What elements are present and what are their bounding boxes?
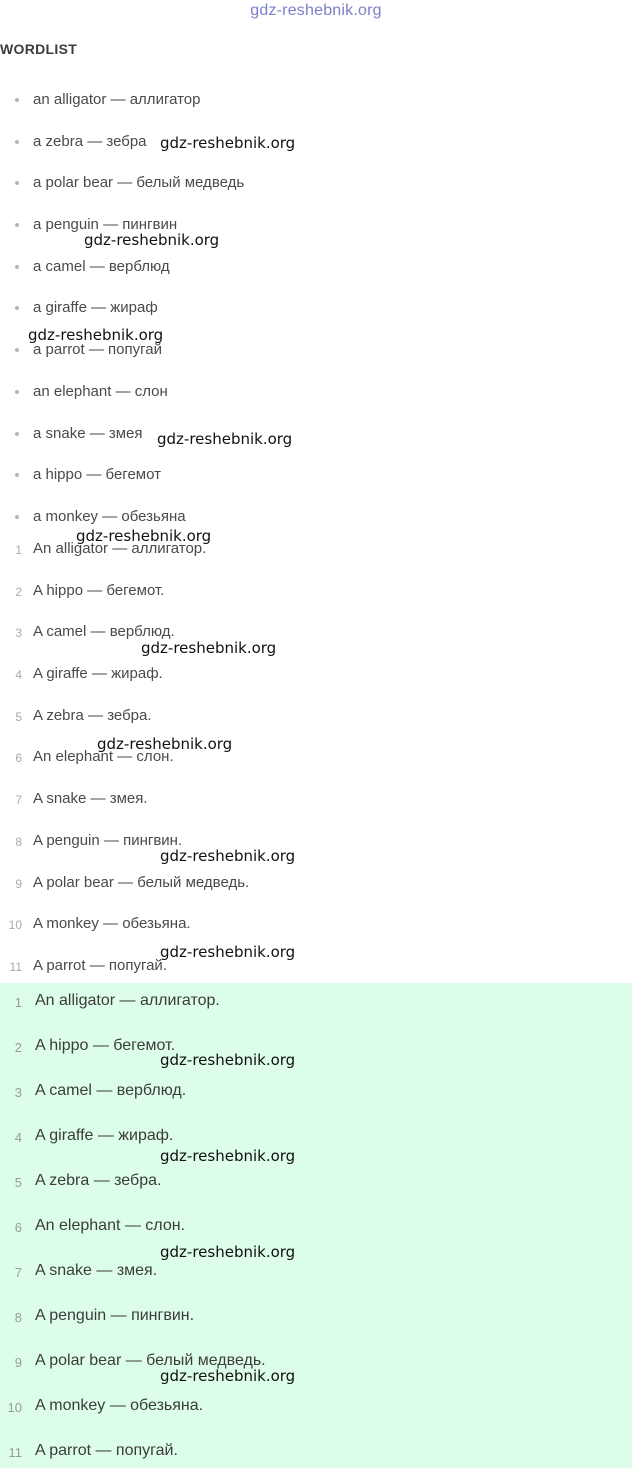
answer-text: A snake — змея.: [35, 1262, 158, 1279]
watermark-text: gdz-reshebnik.org: [76, 527, 212, 545]
watermark-text: gdz-reshebnik.org: [160, 1147, 296, 1165]
answer-number: 3: [15, 626, 22, 641]
list-item: [0, 423, 632, 465]
answer-row: [0, 1349, 632, 1394]
bullet-dot-icon: [15, 515, 19, 519]
bullet-dot-icon: [15, 181, 19, 185]
answer-text: A penguin — пингвин.: [33, 831, 183, 849]
bullet-dot-icon: [15, 223, 19, 227]
answer-number: 11: [8, 1445, 22, 1460]
bullet-dot-icon: [15, 140, 19, 144]
list-item-text: a monkey — обезьяна: [33, 507, 186, 525]
watermark-text: gdz-reshebnik.org: [160, 1051, 296, 1069]
answer-text: A giraffe — жираф.: [35, 1127, 174, 1144]
watermark-text: gdz-reshebnik.org: [160, 1367, 296, 1385]
watermark-text: gdz-reshebnik.org: [160, 1243, 296, 1261]
answer-text: A hippo — бегемот.: [35, 1037, 176, 1054]
list-item-text: a penguin — пингвин: [33, 216, 178, 234]
site-header-link[interactable]: gdz-reshebnik.org: [250, 2, 382, 19]
answer-row: [0, 1304, 632, 1349]
answer-number: 5: [15, 709, 22, 724]
answer-text: A polar bear — белый медведь.: [35, 1352, 266, 1369]
answer-list-plain: [0, 538, 632, 997]
list-item: [0, 89, 632, 131]
answer-text: An alligator — аллигатор.: [35, 992, 220, 1009]
answer-row: [0, 1169, 632, 1214]
answer-row: [0, 830, 632, 872]
answer-text: A parrot — попугай.: [35, 1442, 178, 1459]
watermark-text: gdz-reshebnik.org: [157, 430, 293, 448]
watermark-text: gdz-reshebnik.org: [160, 847, 296, 865]
bullet-dot-icon: [15, 348, 19, 352]
bullet-dot-icon: [15, 390, 19, 394]
answer-number: 11: [9, 959, 22, 974]
answer-number: 4: [14, 1130, 22, 1145]
list-item-text: a polar bear — белый медведь: [33, 174, 245, 192]
answer-text: A giraffe — жираф.: [33, 665, 163, 683]
answer-text: A camel — верблюд.: [33, 623, 175, 641]
answer-row: [0, 788, 632, 830]
answer-text: A polar bear — белый медведь.: [33, 873, 250, 891]
answer-text: A zebra — зебра.: [35, 1172, 162, 1189]
answer-number: 4: [15, 668, 22, 683]
answer-text: An elephant — слон.: [33, 748, 174, 766]
list-item-text: an alligator — аллигатор: [33, 91, 201, 108]
wordlist: [0, 89, 632, 548]
list-item-text: a snake — змея: [33, 424, 143, 442]
answer-row: [0, 1214, 632, 1259]
watermark-text: gdz-reshebnik.org: [28, 326, 164, 344]
answer-number: 1: [14, 995, 22, 1010]
answer-number: 9: [15, 876, 22, 891]
answer-number: 2: [15, 584, 22, 599]
answer-text: A penguin — пингвин.: [35, 1307, 195, 1324]
watermark-text: gdz-reshebnik.org: [160, 943, 296, 961]
answer-row: [0, 621, 632, 663]
answer-text: A monkey — обезьяна.: [35, 1397, 204, 1414]
answer-row: [0, 913, 632, 955]
answer-list-green: [0, 989, 632, 1484]
answer-text: An alligator — аллигатор.: [33, 540, 207, 557]
list-item: [0, 172, 632, 214]
answer-number: 3: [14, 1085, 22, 1100]
answer-number: 10: [7, 1400, 22, 1415]
watermark-text: gdz-reshebnik.org: [84, 231, 220, 249]
answer-row: [0, 1079, 632, 1124]
answer-row: [0, 1439, 632, 1484]
answer-number: 7: [15, 793, 22, 808]
bullet-dot-icon: [15, 265, 19, 269]
answer-number: 1: [15, 543, 22, 557]
answer-row: [0, 1034, 632, 1079]
watermark-text: gdz-reshebnik.org: [97, 735, 233, 753]
bullet-dot-icon: [15, 473, 19, 477]
list-item-text: a camel — верблюд: [33, 257, 170, 275]
list-item-text: a parrot — попугай: [33, 341, 162, 359]
answer-number: 6: [15, 751, 22, 766]
answer-row: [0, 746, 632, 788]
watermark-text: gdz-reshebnik.org: [160, 134, 296, 152]
list-item: [0, 256, 632, 298]
answer-row: [0, 663, 632, 705]
answer-text: A parrot — попугай.: [33, 956, 167, 974]
answer-number: 2: [14, 1040, 22, 1055]
answer-row: [0, 705, 632, 747]
watermark-text: gdz-reshebnik.org: [141, 639, 277, 657]
answer-row: [0, 1259, 632, 1304]
answer-number: 7: [14, 1265, 22, 1280]
answer-number: 6: [14, 1220, 22, 1235]
answer-text: A zebra — зебра.: [33, 706, 152, 724]
answer-text: A monkey — обезьяна.: [33, 915, 191, 933]
answer-text: An elephant — слон.: [35, 1217, 185, 1234]
answer-row: [0, 580, 632, 622]
answer-number: 9: [14, 1355, 22, 1370]
list-item-text: a hippo — бегемот: [33, 466, 161, 484]
list-item-text: a zebra — зебра: [33, 132, 147, 150]
answer-row: [0, 1394, 632, 1439]
answer-row: [0, 872, 632, 914]
answer-number: 8: [15, 834, 22, 849]
answer-number: 5: [14, 1175, 22, 1190]
answer-row: [0, 1124, 632, 1169]
list-item: [0, 131, 632, 173]
answer-text: A snake — змея.: [33, 790, 148, 808]
answer-number: 10: [8, 918, 22, 933]
answer-number: 8: [14, 1310, 22, 1325]
bullet-dot-icon: [15, 98, 19, 102]
wordlist-title: WORDLIST: [0, 41, 78, 57]
list-item-text: a giraffe — жираф: [33, 299, 158, 317]
list-item: [0, 464, 632, 506]
list-item: [0, 339, 632, 381]
bullet-dot-icon: [15, 432, 19, 436]
bullet-dot-icon: [15, 306, 19, 310]
answer-row: [0, 989, 632, 1034]
answer-text: A camel — верблюд.: [35, 1082, 187, 1099]
answer-text: A hippo — бегемот.: [33, 581, 165, 599]
list-item: [0, 381, 632, 423]
list-item-text: an elephant — слон: [33, 382, 168, 400]
answer-panel-green: [0, 983, 632, 1468]
